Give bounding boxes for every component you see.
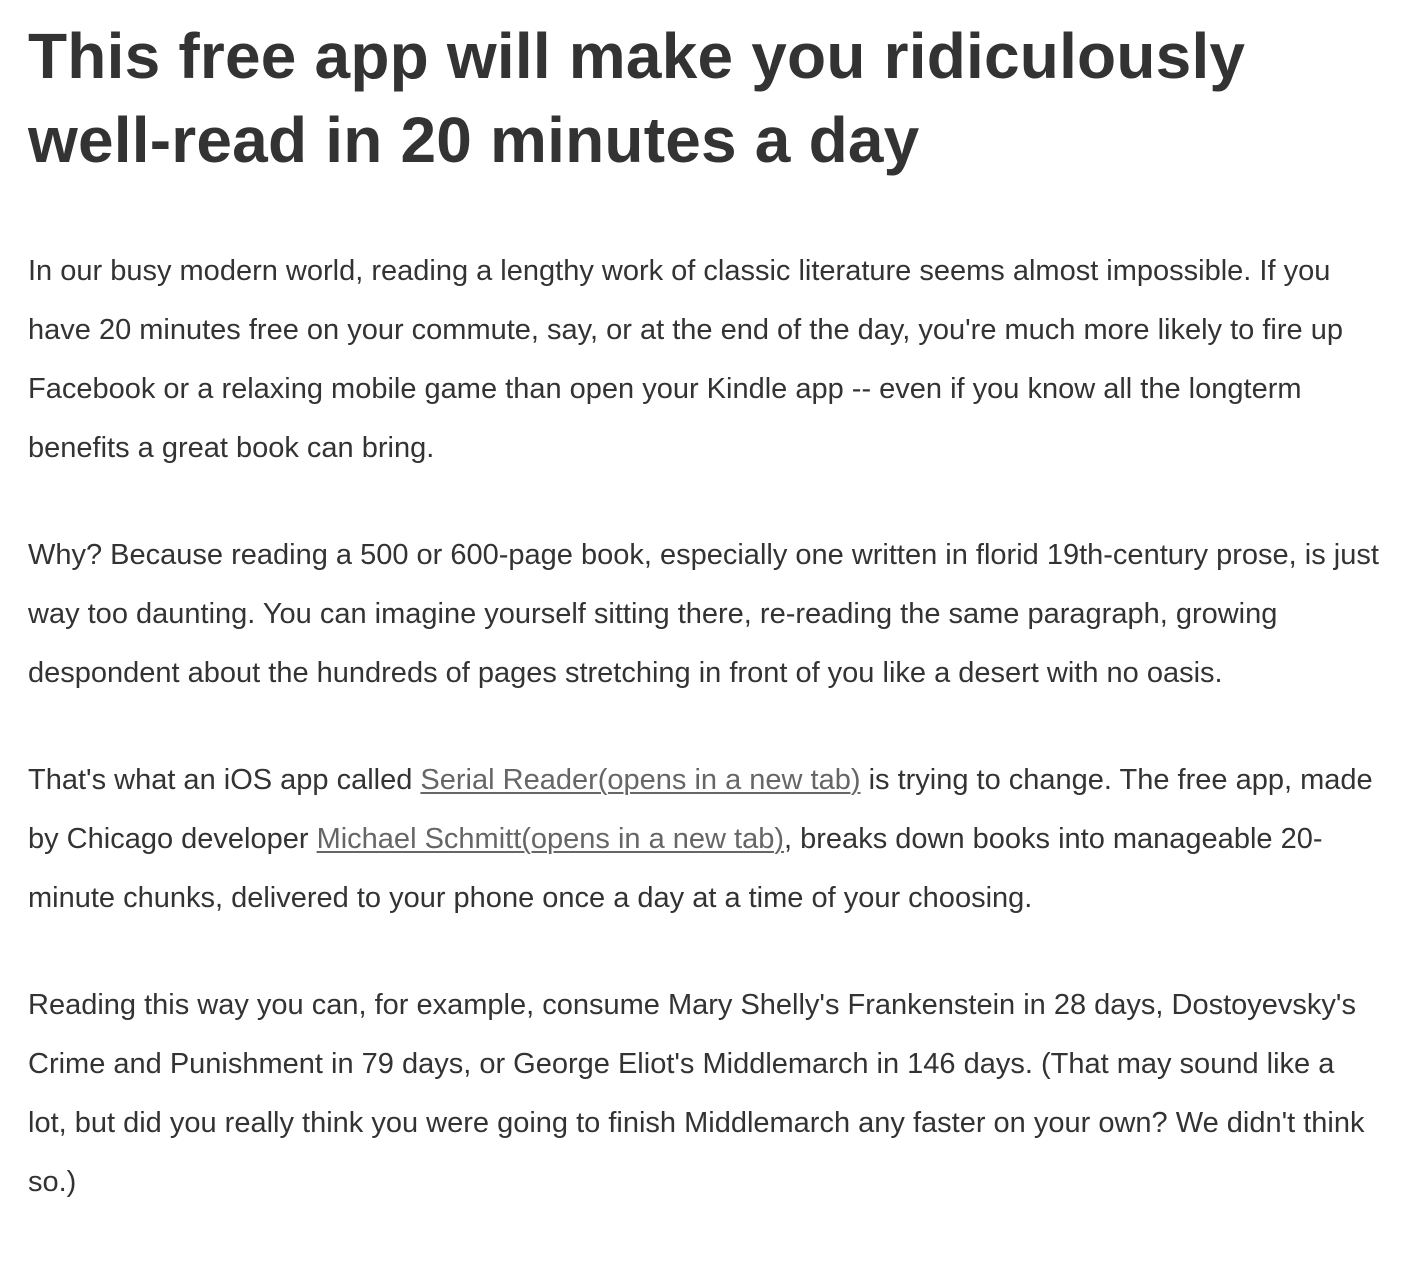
paragraph-intro: In our busy modern world, reading a lengthy work of classic literature seems almost impossible. If you have 20 minutes free on your commute, say, or at the end of the day, you're much more likely to fire up Facebook or a relaxing mobile game than open your Kindle app -- even if you know all the longterm benefits a great book can bring. <box>28 255 1343 464</box>
paragraph-examples: Reading this way you can, for example, consume Mary Shelly's Frankenstein in 28 days, Dostoyevsky's Crime and Punishment in 79 days, or George Eliot's Middlemarch in 146 days. (That may sound like a lot, but did you really think you were going to finish Middlemarch any faster on your own? We didn't think so.) <box>28 989 1365 1198</box>
paragraph-text-segment: is trying to change. The free app, made by Chicago developer <box>28 764 1373 855</box>
paragraph-text-segment: That's what an iOS app called <box>28 764 421 796</box>
michael-schmitt-link[interactable]: Michael Schmitt(opens in a new tab) <box>316 823 785 855</box>
article-headline: This free app will make you ridiculously well-read in 20 minutes a day <box>28 20 1246 176</box>
paragraph-text-segment: , breaks down books into manageable 20-minute chunks, delivered to your phone once a day at a time of your choosing. <box>28 823 1323 914</box>
paragraph-why: Why? Because reading a 500 or 600-page book, especially one written in florid 19th-century prose, is just way too daunting. You can imagine yourself sitting there, re-reading the same paragraph, growing despondent about the hundreds of pages stretching in front of you like a desert with no oasis. <box>28 539 1379 689</box>
serial-reader-link[interactable]: Serial Reader(opens in a new tab) <box>420 764 861 796</box>
paragraph-serial-reader <box>28 751 1380 928</box>
